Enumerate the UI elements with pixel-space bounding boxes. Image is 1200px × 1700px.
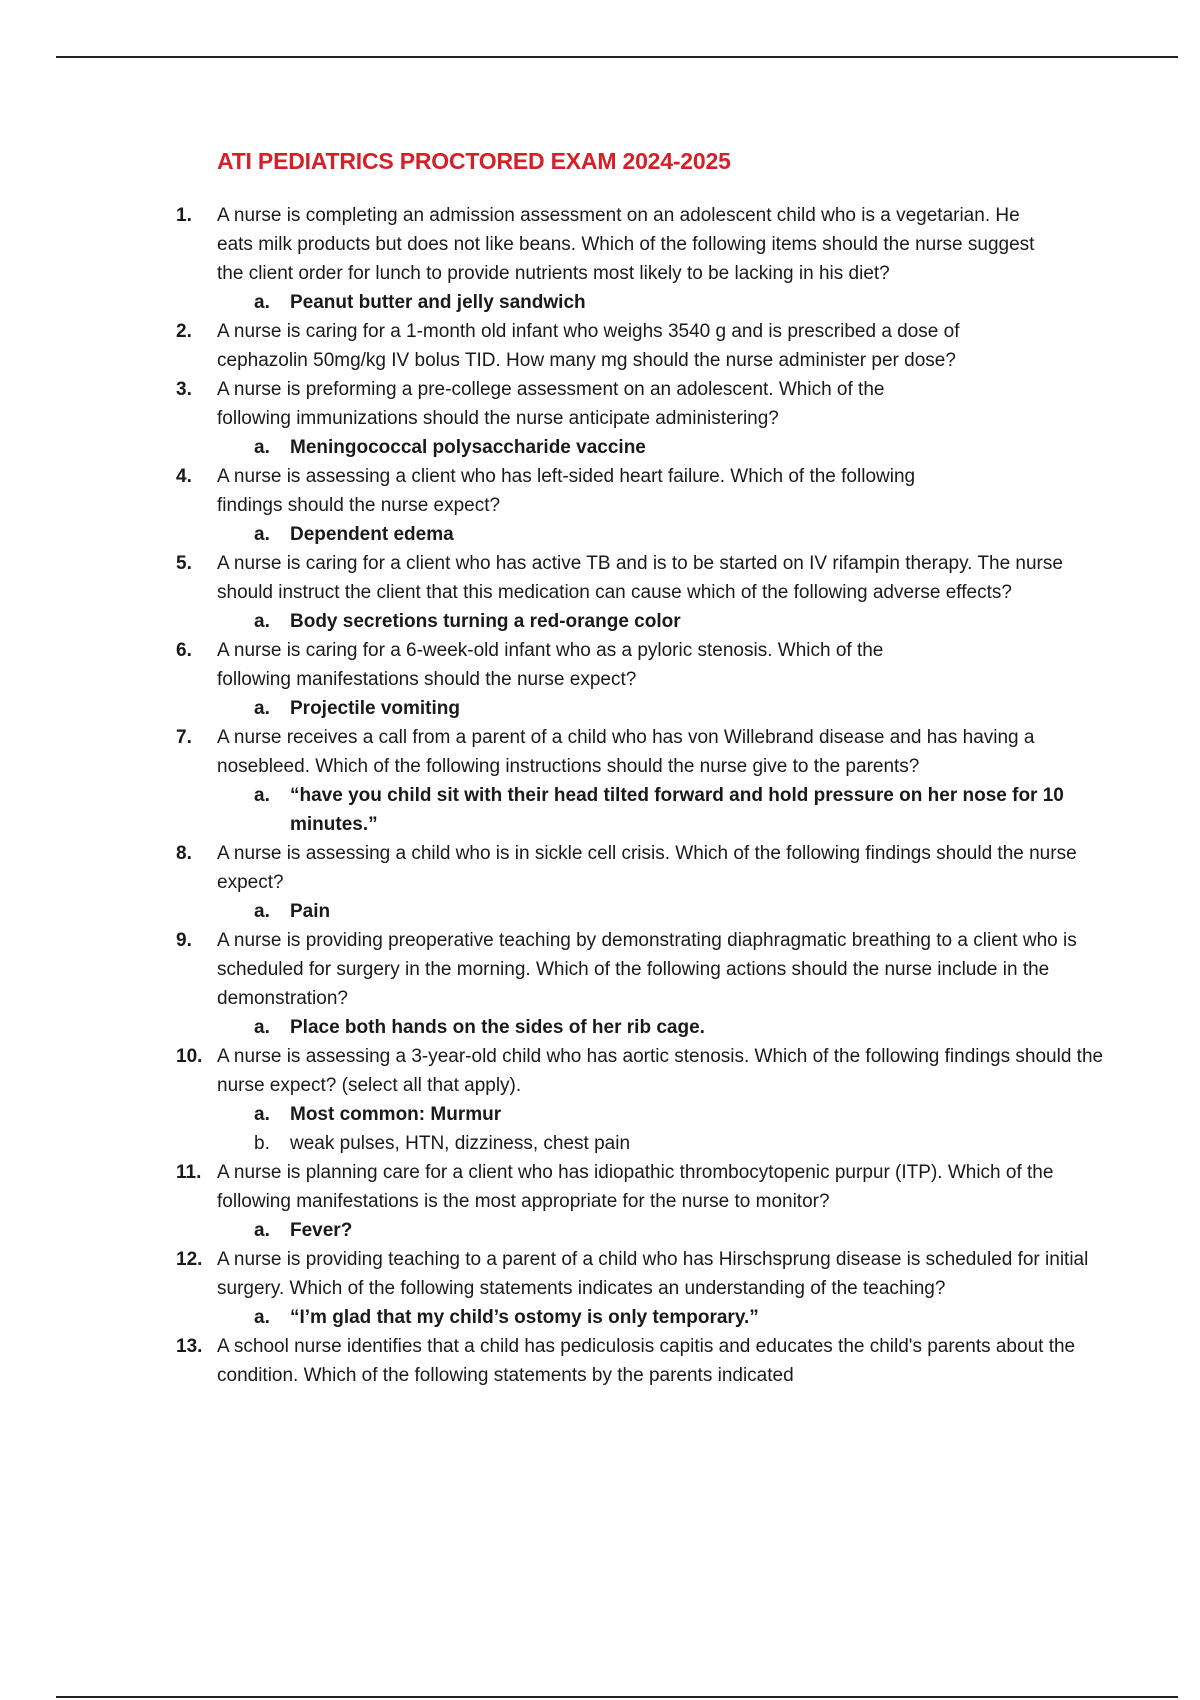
answer-letter: a. <box>254 1017 270 1038</box>
top-rule <box>56 56 1178 58</box>
question-number: 4. <box>176 466 192 487</box>
question-text: A school nurse identifies that a child has pediculosis capitis and educates the child's parents about the condition. Which of the following statements by the parents indicated <box>217 1336 1076 1386</box>
answer-list <box>217 288 1047 317</box>
question-number: 2. <box>176 321 192 342</box>
answer-item <box>217 781 1117 839</box>
answer-letter: a. <box>254 292 270 313</box>
question-number: 3. <box>176 379 192 400</box>
question-text: A nurse is caring for a 1-month old infant who weighs 3540 g and is prescribed a dose of cephazolin 50mg/kg IV bolus TID. How many mg should the nurse administer per dose? <box>217 321 960 371</box>
question-item <box>176 839 1097 926</box>
question-item <box>176 723 1117 839</box>
answer-list <box>217 1100 1107 1158</box>
question-number: 1. <box>176 205 192 226</box>
answer-letter: a. <box>254 1307 270 1328</box>
question-text: A nurse is caring for a client who has active TB and is to be started on IV rifampin therapy. The nurse should instruct the client that this medication can cause which of the following adverse effects? <box>217 553 1063 603</box>
answer-item <box>217 607 1097 636</box>
question-item <box>176 317 977 375</box>
answer-list <box>217 1013 1097 1042</box>
answer-item <box>217 1013 1097 1042</box>
question-number: 13. <box>176 1336 203 1357</box>
answer-item <box>217 897 1097 926</box>
answer-text: weak pulses, HTN, dizziness, chest pain <box>290 1133 631 1154</box>
question-number: 10. <box>176 1046 203 1067</box>
bottom-rule <box>56 1696 1178 1698</box>
answer-letter: a. <box>254 785 270 806</box>
question-number: 8. <box>176 843 192 864</box>
answer-text: Body secretions turning a red-orange color <box>290 611 681 632</box>
question-text: A nurse is preforming a pre-college assessment on an adolescent. Which of the following immunizations should the nurse anticipate administering? <box>217 379 885 429</box>
answer-item <box>217 288 1047 317</box>
question-number: 6. <box>176 640 192 661</box>
question-item <box>176 375 937 462</box>
answer-item <box>217 433 937 462</box>
question-item <box>176 462 977 549</box>
question-item <box>176 636 957 723</box>
answer-text: Place both hands on the sides of her rib cage. <box>290 1017 705 1038</box>
answer-letter: a. <box>254 698 270 719</box>
answer-item <box>217 1100 1107 1129</box>
answer-text: Fever? <box>290 1220 353 1241</box>
answer-letter: a. <box>254 1104 270 1125</box>
answer-letter: a. <box>254 611 270 632</box>
answer-item <box>217 1129 1107 1158</box>
question-number: 5. <box>176 553 192 574</box>
answer-text: Pain <box>290 901 331 922</box>
question-number: 11. <box>176 1162 202 1183</box>
answer-list <box>217 694 957 723</box>
question-item <box>176 549 1097 636</box>
answer-letter: a. <box>254 437 270 458</box>
question-text: A nurse is assessing a client who has left-sided heart failure. Which of the following findings should the nurse expect? <box>217 466 916 516</box>
question-item <box>176 1332 1077 1390</box>
answer-list <box>217 781 1117 839</box>
question-number: 9. <box>176 930 192 951</box>
answer-list <box>217 1216 1117 1245</box>
answer-text: “I’m glad that my child’s ostomy is only temporary.” <box>290 1307 759 1328</box>
question-text: A nurse is completing an admission assessment on an adolescent child who is a vegetarian. He eats milk products but does not like beans. Which of the following items should the nurse suggest the client order for lunch to provide nutrients most likely to be lacking in his diet? <box>217 205 1035 284</box>
answer-list <box>217 897 1097 926</box>
question-text: A nurse is planning care for a client who has idiopathic thrombocytopenic purpur (ITP). Which of the following manifestations is the most appropriate for the nurse to monitor? <box>217 1162 1054 1212</box>
answer-text: Meningococcal polysaccharide vaccine <box>290 437 646 458</box>
question-text: A nurse is caring for a 6-week-old infant who as a pyloric stenosis. Which of the following manifestations should the nurse expect? <box>217 640 884 690</box>
answer-letter: a. <box>254 524 270 545</box>
question-text: A nurse is providing teaching to a parent of a child who has Hirschsprung disease is scheduled for initial surgery. Which of the following statements indicates an understanding of the teaching? <box>217 1249 1089 1299</box>
answer-text: Dependent edema <box>290 524 454 545</box>
answer-text: Peanut butter and jelly sandwich <box>290 292 586 313</box>
document-title: ATI PEDIATRICS PROCTORED EXAM 2024-2025 <box>217 148 731 174</box>
answer-item <box>217 1216 1117 1245</box>
question-number: 7. <box>176 727 192 748</box>
answer-item <box>217 694 957 723</box>
answer-letter: b. <box>254 1133 270 1154</box>
question-text: A nurse is assessing a 3-year-old child who has aortic stenosis. Which of the following findings should the nurse expect? (select all that apply). <box>217 1046 1104 1096</box>
question-item <box>176 1245 1117 1332</box>
answer-text: “have you child sit with their head tilted forward and hold pressure on her nose for 10 minutes.” <box>290 785 1064 835</box>
question-item <box>176 201 1047 317</box>
answer-text: Projectile vomiting <box>290 698 460 719</box>
answer-text: Most common: Murmur <box>290 1104 502 1125</box>
question-text: A nurse is assessing a child who is in sickle cell crisis. Which of the following findings should the nurse expect? <box>217 843 1077 893</box>
answer-list <box>217 520 977 549</box>
answer-list <box>217 1303 1117 1332</box>
question-text: A nurse receives a call from a parent of a child who has von Willebrand disease and has having a nosebleed. Which of the following instructions should the nurse give to the parents? <box>217 727 1035 777</box>
question-item <box>176 1042 1107 1158</box>
question-list <box>176 201 1104 1390</box>
question-item <box>176 926 1097 1042</box>
answer-list <box>217 607 1097 636</box>
answer-item <box>217 1303 1117 1332</box>
question-item <box>176 1158 1117 1245</box>
question-number: 12. <box>176 1249 203 1270</box>
answer-item <box>217 520 977 549</box>
answer-list <box>217 433 937 462</box>
question-text: A nurse is providing preoperative teaching by demonstrating diaphragmatic breathing to a client who is scheduled for surgery in the morning. Which of the following actions should the nurse include in the demonstration? <box>217 930 1077 1009</box>
answer-letter: a. <box>254 901 270 922</box>
answer-letter: a. <box>254 1220 270 1241</box>
